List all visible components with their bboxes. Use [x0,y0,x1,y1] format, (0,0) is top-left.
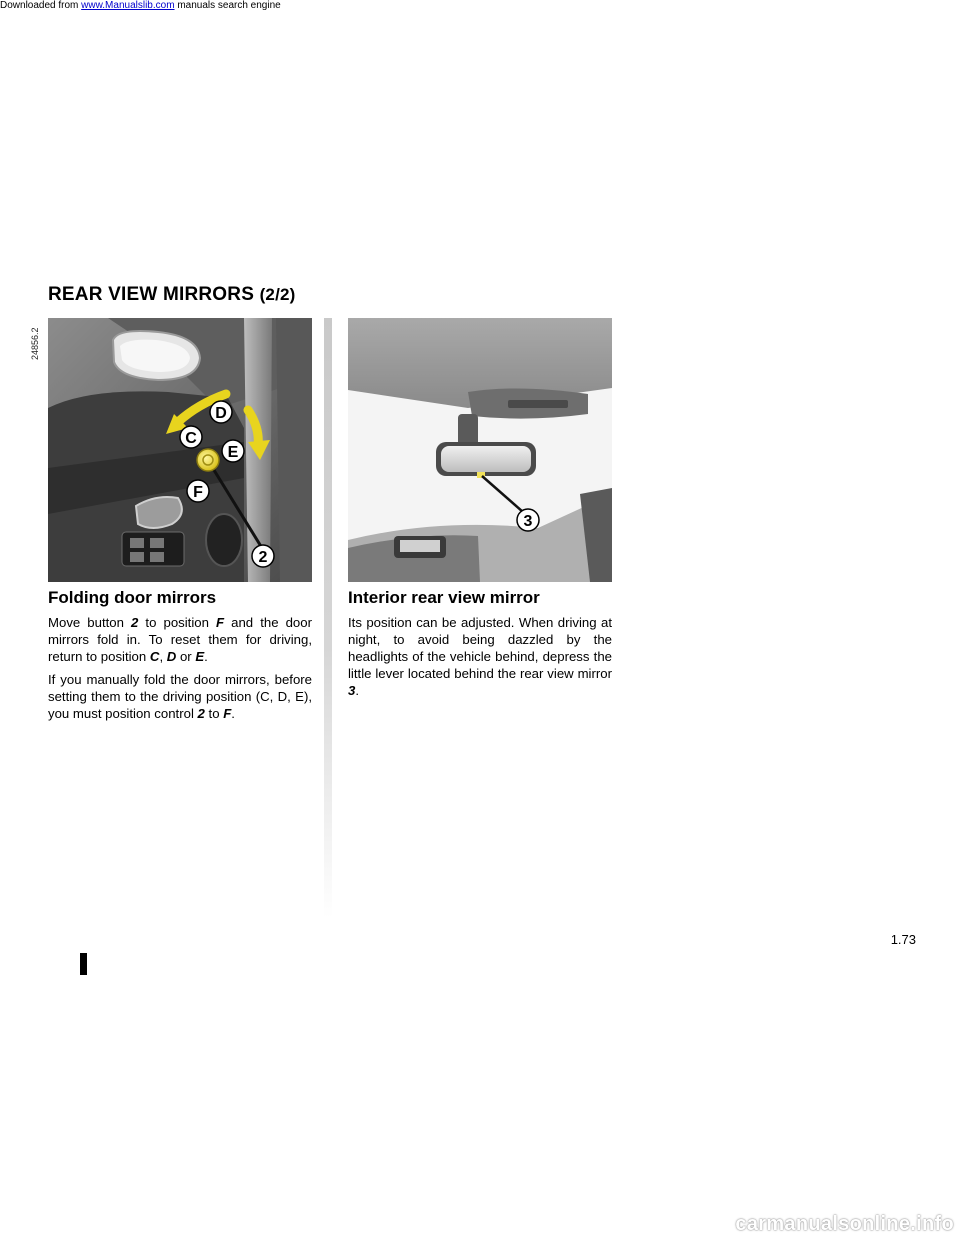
label-d: D [215,405,227,422]
label-d-badge [210,401,232,423]
header-prefix: Downloaded from [0,0,79,11]
text-run: . [355,683,360,698]
ref-e: E [195,649,205,664]
label-3: 3 [523,513,533,530]
text-run: , [159,649,167,664]
watermark: carmanualsonline.info [735,1213,954,1235]
interior-mirror-illustration [348,318,612,582]
page-title-main: REAR VIEW MIRRORS [48,284,255,305]
ref-2: 2 [131,615,139,630]
door-mirror-control-figure [48,318,312,582]
text-run: Its position can be adjusted. When driving at night, to avoid being dazzled by the headlights of the vehicle behind, depress the little lever located behind the rear view mirror [348,615,612,681]
ref-d: D [166,649,177,664]
interior-rear-view-mirror-title: Interior rear view mirror [348,588,540,607]
figure-ref-left: 24856.2 [30,327,40,360]
text-run: . [204,649,208,664]
folding-paragraph-1 [48,614,312,665]
text-run: or [176,649,196,664]
ref-f: F [216,615,225,630]
text-run: . [231,706,235,721]
label-e-badge [222,440,244,462]
page-title-part: (2/2) [259,285,296,304]
text-run: and the door mirrors fold in. To reset them for driving, return to position [48,615,312,664]
ref-3: 3 [348,683,356,698]
text-run: Move button [48,615,132,630]
text-run: If you manually fold the door mirrors, before setting them to the driving position (C, D, E), you must position control [48,672,312,721]
label-e: E [227,444,239,461]
label-f-badge [187,480,209,502]
text-run: to position [138,615,217,630]
column-divider [324,318,332,918]
text-run: to [204,706,224,721]
header-suffix: manuals search engine [177,0,281,11]
folding-paragraph-2 [48,671,312,722]
page-number: 1.73 [890,932,916,947]
mirror-control-knob [197,449,219,471]
ref-f: F [223,706,232,721]
door-interior-illustration [48,318,312,582]
download-header [0,0,281,11]
label-c-badge [180,426,202,448]
folding-door-mirrors-title: Folding door mirrors [48,588,217,607]
interior-mirror-figure [348,318,612,582]
ref-c: C [149,649,160,664]
section-marker [80,953,87,975]
label-f: F [193,484,203,501]
label-3-badge [517,509,539,531]
page-title [48,284,296,306]
label-2: 2 [258,549,268,566]
manualslib-link[interactable]: www.Manualslib.com [81,0,175,11]
ref-2: 2 [197,706,205,721]
label-c: C [185,430,197,447]
interior-mirror-paragraph [348,614,612,699]
label-2-badge [252,545,274,567]
